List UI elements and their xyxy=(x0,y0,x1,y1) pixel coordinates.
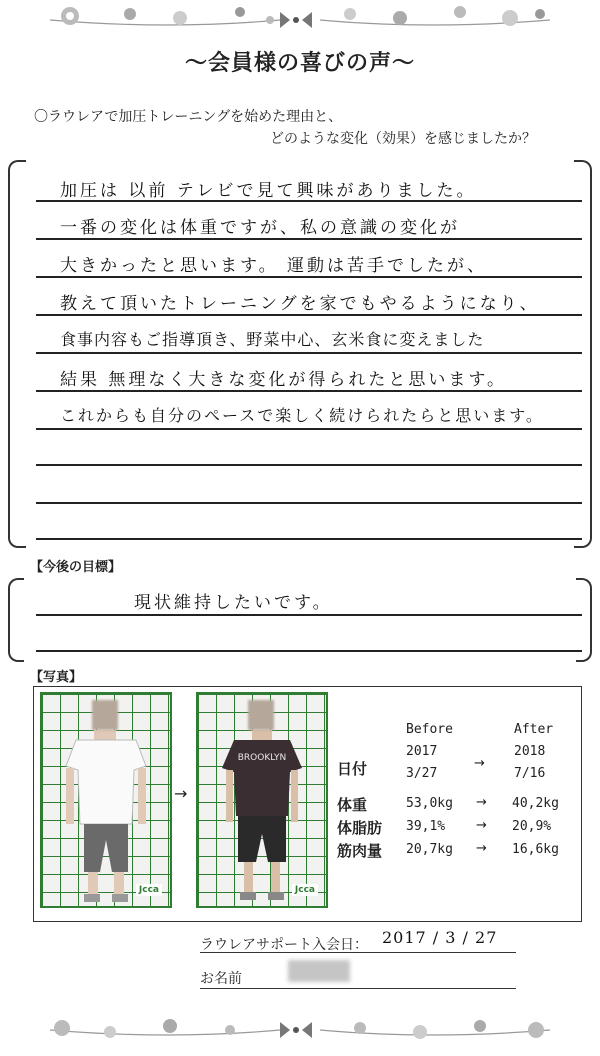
date-after-year: 2018 xyxy=(514,744,546,759)
answer-line: 結果 無理なく大きな変化が得られたと思います。 xyxy=(60,370,508,390)
name-label: お名前 xyxy=(200,971,242,987)
date-after-day: 7/16 xyxy=(514,766,546,781)
answer-line: これからも自分のペースで楽しく続けられたらと思います。 xyxy=(60,406,544,425)
answer-line: 加圧は 以前 テレビで見て興味がありました。 xyxy=(60,181,477,201)
watermark-logo: Jcca xyxy=(136,884,162,896)
muscle-arrow: → xyxy=(476,841,487,856)
photo-arrow: → xyxy=(174,784,188,803)
name-underline xyxy=(200,988,516,989)
ruled-line xyxy=(36,428,582,430)
name-blurred xyxy=(288,960,350,982)
watermark-logo: Jcca xyxy=(292,884,318,896)
muscle-before: 20,7kg xyxy=(406,842,453,857)
date-before-year: 2017 xyxy=(406,744,438,759)
ruled-line xyxy=(36,614,582,616)
ruled-line xyxy=(36,538,582,540)
ruled-line xyxy=(36,276,582,278)
ruled-line xyxy=(36,352,582,354)
weight-label: 体重 xyxy=(337,796,368,814)
ruled-line xyxy=(36,314,582,316)
ruled-line xyxy=(36,502,582,504)
after-header: After xyxy=(514,722,554,737)
date-arrow: → xyxy=(474,756,485,771)
answer-bracket-right xyxy=(574,160,592,548)
tshirt-print: BROOKLYN xyxy=(237,753,287,763)
weight-arrow: → xyxy=(476,795,487,810)
page-title: 〜会員様の喜びの声〜 xyxy=(184,50,415,76)
weight-after: 40,2kg xyxy=(512,796,559,811)
join-date-value: 2017 / 3 / 27 xyxy=(382,928,498,947)
ruled-line xyxy=(36,650,582,652)
join-date-label: ラウレアサポート入会日： xyxy=(200,937,368,953)
muscle-label: 筋肉量 xyxy=(337,842,383,860)
face-blur xyxy=(92,700,118,730)
answer-line: 大きかったと思います。 運動は苦手でしたが、 xyxy=(60,256,488,276)
before-photo xyxy=(40,692,172,908)
question-line-1: 〇ラウレアで加圧トレーニングを始めた理由と、 xyxy=(34,109,343,125)
ruled-line xyxy=(36,238,582,240)
goal-text: 現状維持したいです。 xyxy=(134,593,333,613)
floral-border-top xyxy=(40,0,560,40)
answer-line: 教えて頂いたトレーニングを家でもやるようになり、 xyxy=(60,294,540,314)
weight-before: 53,0kg xyxy=(406,796,453,811)
body-fat-label: 体脂肪 xyxy=(337,819,383,837)
join-date-underline xyxy=(200,952,516,953)
ruled-line xyxy=(36,390,582,392)
answer-bracket-left xyxy=(8,160,26,548)
question-line-2: どのような変化（効果）を感じましたか？ xyxy=(270,131,536,147)
goal-label: 【今後の目標】 xyxy=(30,560,122,575)
muscle-after: 16,6kg xyxy=(512,842,559,857)
body-fat-after: 20,9% xyxy=(512,819,552,834)
answer-line: 食事内容もご指導頂き、野菜中心、玄米食に変えました xyxy=(60,330,485,349)
body-fat-before: 39,1% xyxy=(406,819,446,834)
after-photo xyxy=(196,692,328,908)
answer-line: 一番の変化は体重ですが、私の意識の変化が xyxy=(60,218,460,238)
body-fat-arrow: → xyxy=(476,818,487,833)
goal-bracket-left xyxy=(8,578,24,662)
date-label: 日付 xyxy=(337,760,368,778)
before-header: Before xyxy=(406,722,453,737)
date-before-day: 3/27 xyxy=(406,766,438,781)
face-blur xyxy=(248,700,274,730)
ruled-line xyxy=(36,464,582,466)
floral-border-bottom xyxy=(40,1012,560,1052)
photo-label: 【写真】 xyxy=(30,670,83,685)
